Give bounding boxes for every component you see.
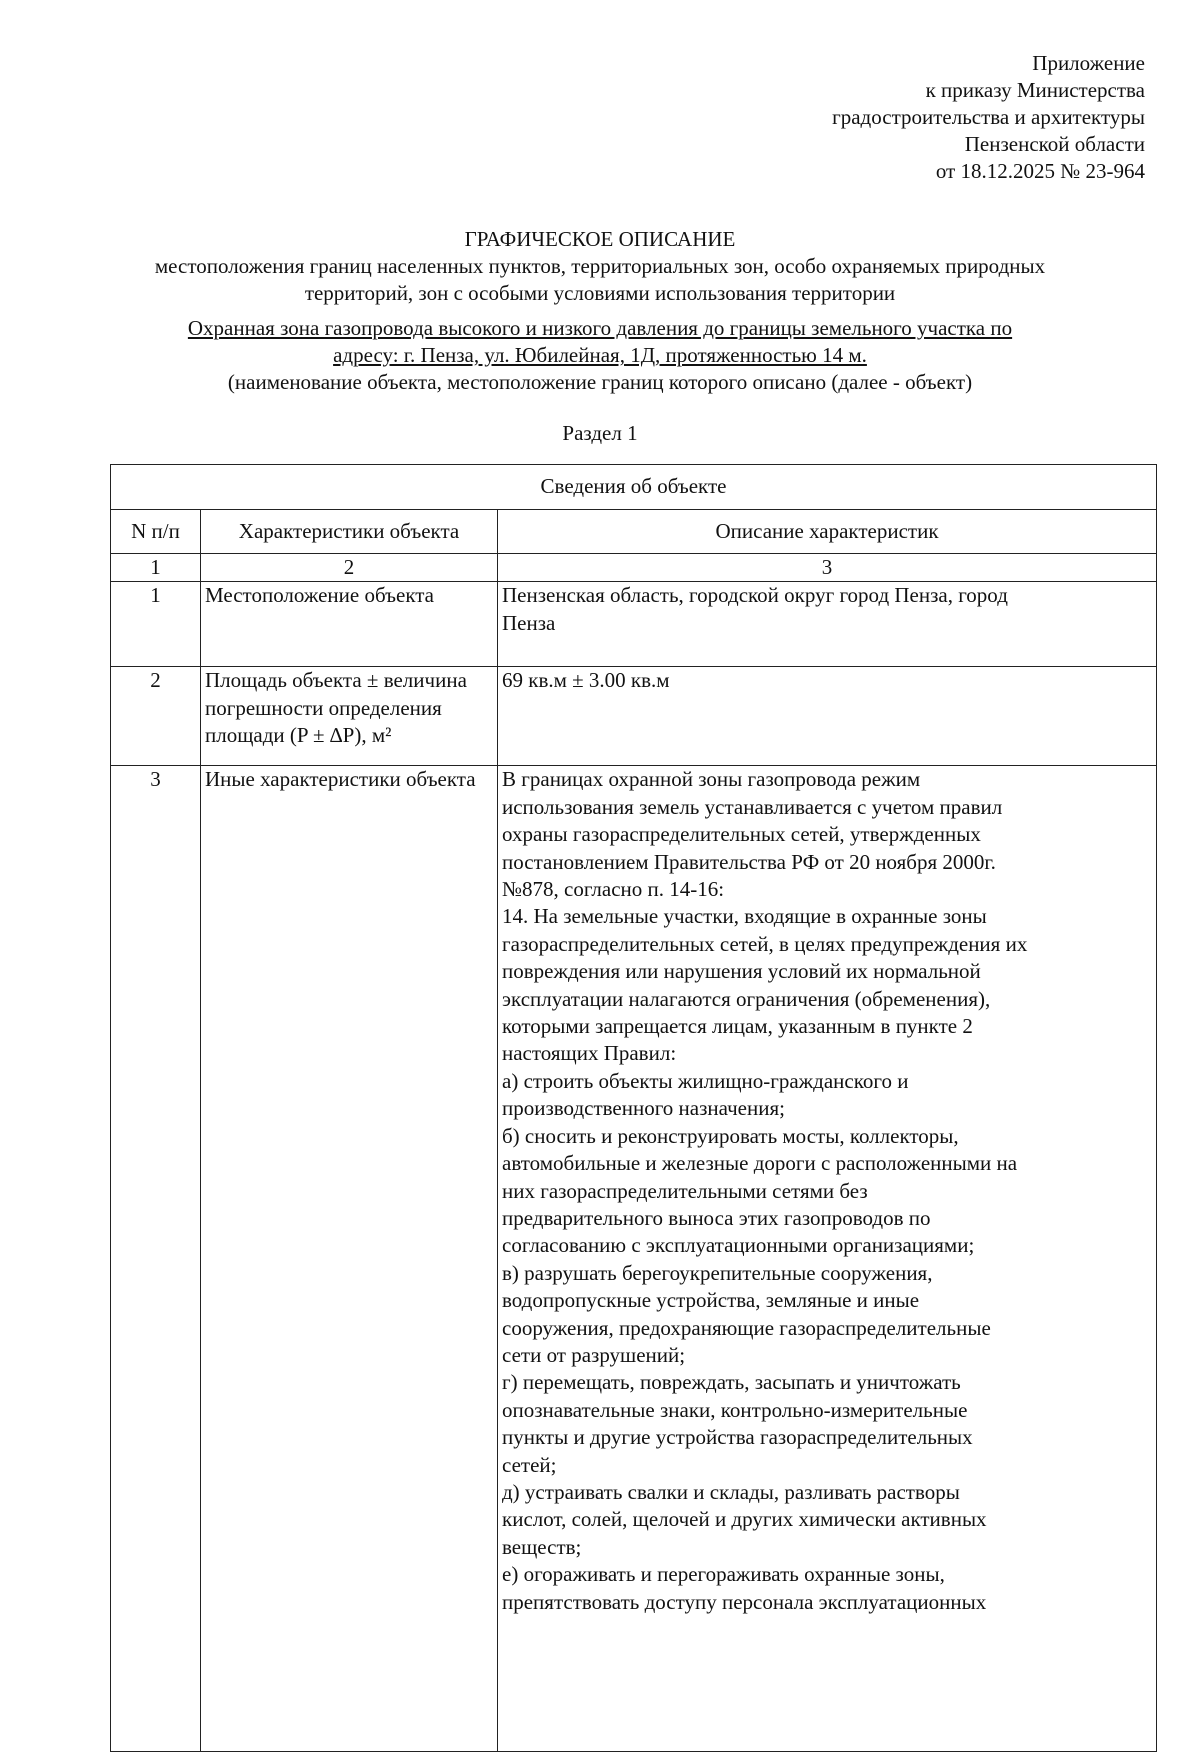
column-number: 1 [111, 554, 201, 582]
text-line: В границах охранной зоны газопровода режим [502, 767, 921, 792]
text-line: газораспределительных сетей, в целях предупреждения их [502, 931, 1028, 956]
row-number: 2 [111, 667, 201, 766]
title-heading: ГРАФИЧЕСКОЕ ОПИСАНИЕ [464, 227, 736, 251]
appendix-line: градостроительства и архитектуры [832, 105, 1145, 129]
text-line: Пенза [502, 610, 556, 635]
text-line: а) строить объекты жилищно-гражданского и [502, 1068, 909, 1093]
appendix-line: Пензенской области [964, 132, 1145, 156]
text-line: площади (P ± ∆P), м² [205, 723, 392, 748]
section-label: Раздел 1 [562, 421, 638, 445]
text-line: г) перемещать, повреждать, засыпать и уничтожать [502, 1370, 961, 1395]
text-line: производственного назначения; [502, 1096, 785, 1121]
text-line: пункты и другие устройства газораспределительных [502, 1425, 973, 1450]
column-number: 2 [201, 554, 498, 582]
text-line: повреждения или нарушения условий их нормальной [502, 959, 981, 984]
text-line: №878, согласно п. 14-16: [502, 877, 725, 902]
text-line: постановлением Правительства РФ от 20 ноября 2000г. [502, 849, 996, 874]
text-line: кислот, солей, щелочей и других химически активных [502, 1507, 987, 1532]
text-line: Иные характеристики объекта [205, 767, 476, 792]
object-name-block [0, 315, 1200, 396]
appendix-line: к приказу Министерства [925, 78, 1145, 102]
text-line: охраны газораспределительных сетей, утвержденных [502, 822, 981, 847]
object-info-table [110, 464, 1157, 1752]
text-line: которыми запрещается лицам, указанным в пункте 2 [502, 1014, 973, 1039]
text-line: препятствовать доступу персонала эксплуатационных [502, 1589, 987, 1614]
text-line: сооружения, предохраняющие газораспределительные [502, 1315, 991, 1340]
text-line: д) устраивать свалки и склады, разливать растворы [502, 1479, 960, 1504]
table-row [111, 582, 1157, 667]
row-characteristic [201, 766, 498, 1752]
row-number: 1 [111, 582, 201, 667]
text-line: Местоположение объекта [205, 583, 435, 608]
text-line: сети от разрушений; [502, 1342, 686, 1367]
text-line: сетей; [502, 1452, 557, 1477]
text-line: 14. На земельные участки, входящие в охранные зоны [502, 904, 987, 929]
table-row [111, 667, 1157, 766]
text-line: опознавательные знаки, контрольно-измерительные [502, 1397, 968, 1422]
text-line: водопропускные устройства, земляные и иные [502, 1288, 920, 1313]
row-description [498, 667, 1157, 766]
table-caption: Сведения об объекте [111, 465, 1157, 510]
row-characteristic [201, 582, 498, 667]
column-header-number: N п/п [111, 510, 201, 554]
document-title [0, 226, 1200, 307]
text-line: них газораспределительными сетями без [502, 1178, 868, 1203]
table-row [111, 766, 1157, 1752]
column-number-row [111, 554, 1157, 582]
text-line: Площадь объекта ± величина [205, 668, 467, 693]
object-name-line: адресу: г. Пенза, ул. Юбилейная, 1Д, протяженностью 14 м. [333, 343, 867, 367]
text-line: б) сносить и реконструировать мосты, коллекторы, [502, 1123, 959, 1148]
text-line: использования земель устанавливается с учетом правил [502, 794, 1003, 819]
row-description [498, 766, 1157, 1752]
text-line: 69 кв.м ± 3.00 кв.м [502, 668, 670, 693]
appendix-line: Приложение [1032, 51, 1145, 75]
object-name-note: (наименование объекта, местоположение границ которого описано (далее - объект) [227, 370, 973, 394]
column-header-characteristic: Характеристики объекта [201, 510, 498, 554]
text-line: предварительного выноса этих газопроводов по [502, 1205, 931, 1230]
appendix-order-date-number: от 18.12.2025 № 23-964 [935, 159, 1145, 183]
title-subtitle-line: местоположения границ населенных пунктов, территориальных зон, особо охраняемых природных [154, 254, 1046, 278]
text-line: е) огораживать и перегораживать охранные зоны, [502, 1562, 945, 1587]
column-number: 3 [498, 554, 1157, 582]
text-line: настоящих Правил: [502, 1041, 677, 1066]
row-characteristic [201, 667, 498, 766]
column-header-description: Описание характеристик [498, 510, 1157, 554]
text-line: в) разрушать берегоукрепительные сооружения, [502, 1260, 933, 1285]
row-description [498, 582, 1157, 667]
text-line: эксплуатации налагаются ограничения (обременения), [502, 986, 991, 1011]
object-name-line: Охранная зона газопровода высокого и низкого давления до границы земельного участка по [187, 316, 1013, 340]
row-number: 3 [111, 766, 201, 1752]
text-line: автомобильные и железные дороги с расположенными на [502, 1151, 1018, 1176]
table-caption-row [111, 465, 1157, 510]
title-subtitle-line: территорий, зон с особыми условиями использования территории [304, 281, 896, 305]
text-line: согласованию с эксплуатационными организациями; [502, 1233, 975, 1258]
text-line: погрешности определения [205, 695, 442, 720]
appendix-header [545, 50, 1145, 185]
text-line: веществ; [502, 1534, 582, 1559]
table-header-row [111, 510, 1157, 554]
text-line: Пензенская область, городской округ город Пенза, город [502, 583, 1008, 608]
